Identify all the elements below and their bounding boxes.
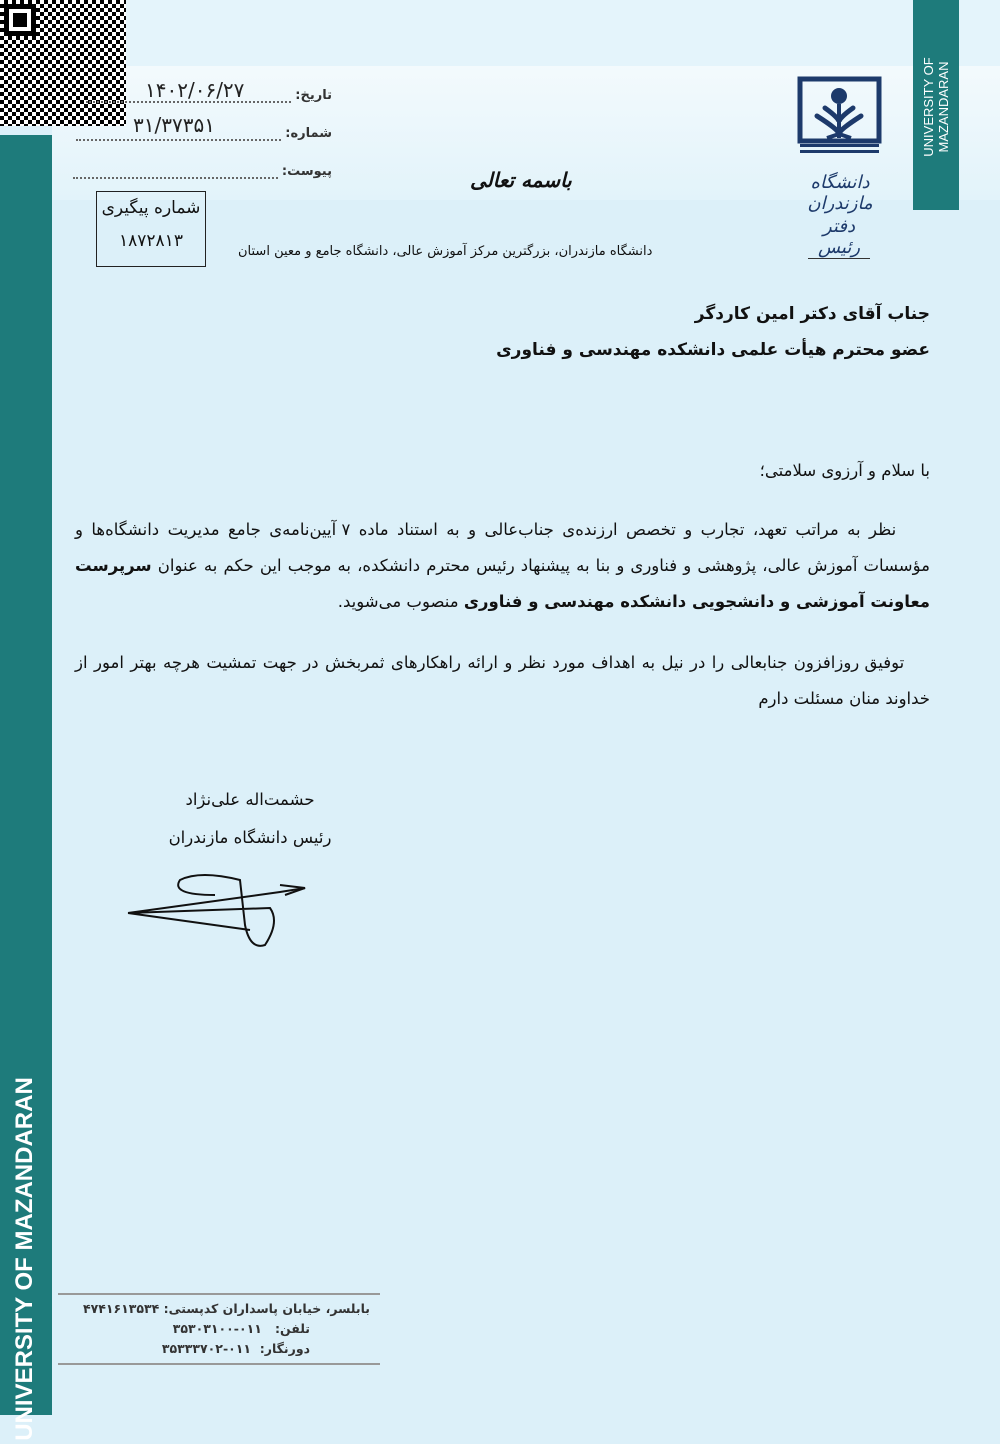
footer-contact bbox=[58, 1293, 380, 1365]
recipient-name: جناب آقای دکتر امین کاردگر bbox=[694, 304, 930, 324]
qr-code bbox=[0, 0, 126, 126]
university-logo-icon bbox=[797, 76, 882, 156]
footer-phone: تلفن: ۰۱۱-۳۵۳۰۳۱۰۰ bbox=[172, 1321, 310, 1336]
body-paragraph-1 bbox=[75, 512, 930, 620]
number-label: شماره: bbox=[285, 126, 332, 141]
p1-bold: سرپرست معاونت آموزشی و دانشجویی دانشکده مهندسی و فناوری bbox=[75, 556, 930, 611]
p2-text: توفیق روزافزون جنابعالی را در نیل به اهداف مورد نظر و ارائه راهکارهای ثمربخش در جهت تمشیت هرچه بهتر امور از خداوند منان مسئلت دارم bbox=[75, 653, 930, 708]
greeting: با سلام و آرزوی سلامتی؛ bbox=[759, 461, 930, 480]
number-value: ۳۱/۳۷۳۵۱ bbox=[133, 113, 215, 137]
right-header-block bbox=[913, 0, 959, 210]
date-label: تاریخ: bbox=[295, 88, 332, 103]
office-name: دفتر رئیس bbox=[808, 216, 870, 259]
tracking-value: ۱۸۷۲۸۱۳ bbox=[119, 231, 183, 251]
tracking-number-box bbox=[96, 191, 206, 267]
top-band bbox=[0, 0, 1000, 66]
recipient bbox=[496, 296, 930, 368]
footer-fax: دورنگار: ۰۱۱-۳۵۳۳۳۷۰۲ bbox=[161, 1341, 310, 1356]
date-value: ۱۴۰۲/۰۶/۲۷ bbox=[145, 78, 245, 102]
footer-address: بابلسر، خیابان پاسداران کدپستی: ۴۷۴۱۶۱۳۵۳۴ bbox=[83, 1301, 370, 1316]
p1-text: نظر به مراتب تعهد، تجارب و تخصص ارزنده‌ی جناب‌عالی و به استناد ماده ۷ آیین‌نامه‌ی جامع مدیریت دانشگاه‌ها و مؤسسات آموزش عالی، پژوهشی و فناوری و بنا به پیشنهاد رئیس محترم دانشکده، به موجب این حکم به عنوان bbox=[75, 520, 930, 575]
number-dots bbox=[76, 139, 281, 141]
body-paragraph-2 bbox=[75, 645, 930, 717]
header-university-name-en: UNIVERSITY OF MAZANDARAN bbox=[921, 57, 951, 157]
attachment-field bbox=[73, 164, 332, 179]
university-name-fa: دانشگاه مازندران bbox=[807, 172, 873, 214]
tracking-label: شماره پیگیری bbox=[101, 198, 201, 218]
signer-title: رئیس دانشگاه مازندران bbox=[168, 828, 332, 847]
university-motto: دانشگاه مازندران، بزرگترین مرکز آموزش عالی، دانشگاه جامع و معین استان bbox=[238, 244, 653, 259]
attachment-dots bbox=[73, 177, 278, 179]
phone-number: ۰۱۱-۳۵۳۰۳۱۰۰ bbox=[172, 1321, 262, 1336]
signature-icon bbox=[120, 870, 320, 955]
basmele: باسمه تعالی bbox=[470, 168, 572, 192]
p1-end: منصوب می‌شوید. bbox=[337, 592, 459, 611]
fax-number: ۰۱۱-۳۵۳۳۳۷۰۲ bbox=[161, 1341, 252, 1356]
attachment-label: پیوست: bbox=[281, 164, 332, 179]
left-side-bar bbox=[0, 135, 52, 1441]
side-university-name: UNIVERSITY OF MAZANDARAN bbox=[11, 1077, 38, 1441]
signer-name: حشمت‌اله علی‌نژاد bbox=[185, 790, 315, 809]
recipient-position: عضو محترم هیأت علمی دانشکده مهندسی و فناوری bbox=[496, 340, 930, 360]
